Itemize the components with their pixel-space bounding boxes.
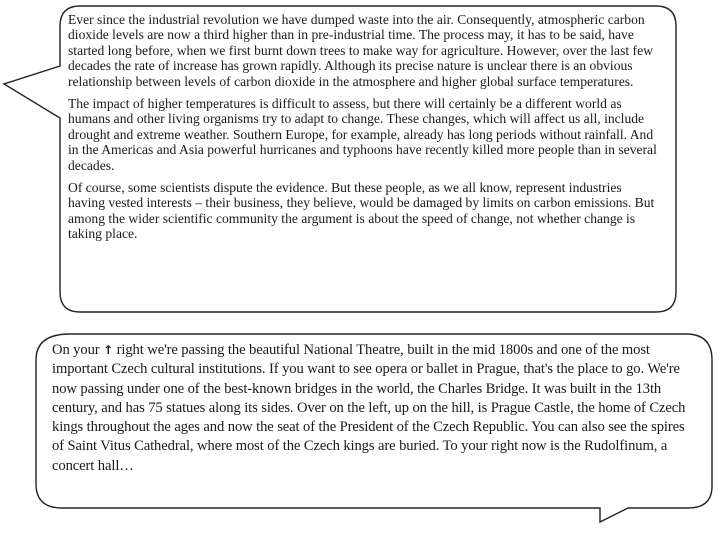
climate-text-block: [68, 12, 658, 249]
prague-text-rest: right we're passing the beautiful National Theatre, built in the mid 1800s and one of the most important Czech cultural institutions. If you want to see opera or ballet in Prague, that's the place to go. We're now passing under one of the best-known bridges in the world, the Charles Bridge. It was built in the 13th century, and has 75 statues along its sides. Over on the left, up on the hill, is Prague Castle, the home of Czech kings throughout the ages and now the seat of the President of the Czech Republic. You can also see the spires of Saint Vitus Cathedral, where most of the Czech kings are buried. To your right now is the Rudolfinum, a concert hall…: [52, 342, 686, 474]
prague-text-start: On your: [52, 342, 100, 358]
climate-paragraph-1: Ever since the industrial revolution we have dumped waste into the air. Consequently, atmospheric carbon dioxide levels are now a third higher than in pre-industrial time. The process may, it has to be said, have started long before, when we first burnt down trees to make way for agriculture. However, over the last few decades the rate of increase has grown rapidly. Although its precise nature is unclear there is an obvious relationship between levels of carbon dioxide in the atmosphere and higher global surface temperatures.: [68, 12, 653, 89]
climate-paragraph-3: Of course, some scientists dispute the evidence. But these people, as we all know, represent industries having vested interests – their business, they believe, would be damaged by limits on carbon emissions. But among the wider scientific community the argument is about the speed of change, not whether change is taking place.: [68, 180, 655, 242]
up-arrow-icon: ↑: [103, 343, 114, 357]
climate-paragraph-2: The impact of higher temperatures is difficult to assess, but there will certainly be a different world as humans and other living organisms try to adapt to change. These changes, which will affect us all, include drought and extreme weather. Southern Europe, for example, already has long periods without rainfall. And in the Americas and Asia powerful hurricanes and typhoons have recently killed more people than in several decades.: [68, 96, 657, 173]
prague-tour-text-block: [52, 341, 698, 476]
